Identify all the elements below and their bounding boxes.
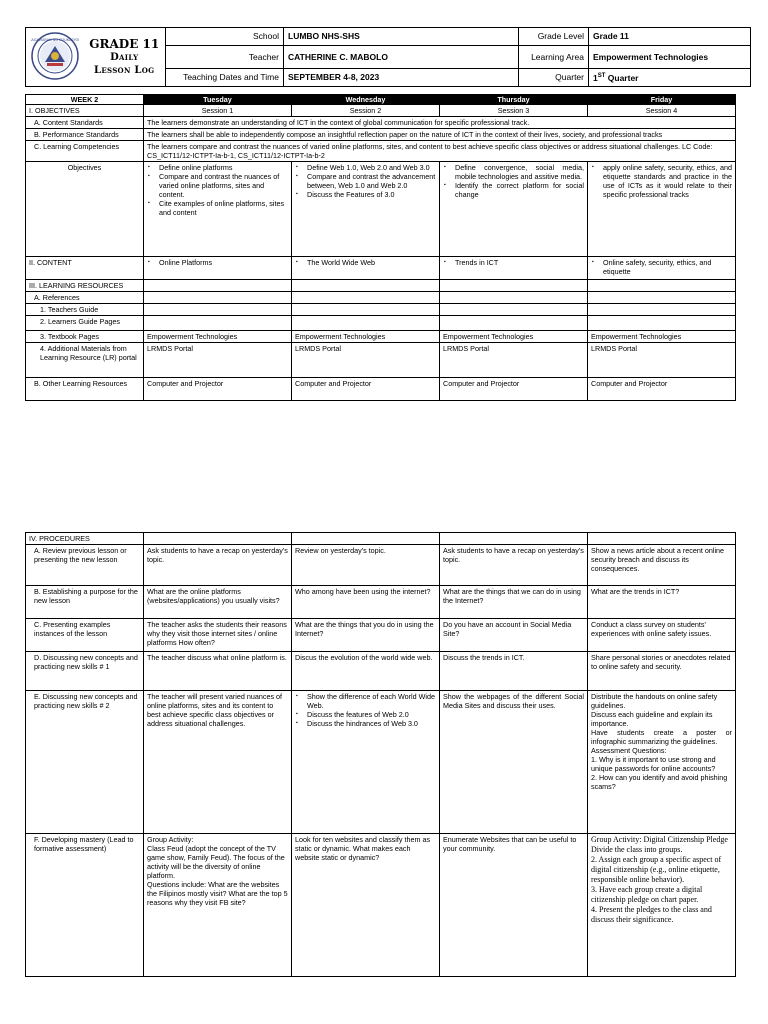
quarter-number: 1: [593, 72, 598, 83]
grade-level-value: Grade 11: [589, 28, 751, 46]
objectives-section-label: I. OBJECTIVES: [26, 105, 144, 117]
list-item: ▪ Define Web 1.0, Web 2.0 and Web 3.0: [295, 163, 436, 172]
other-session-3: Computer and Projector: [440, 378, 588, 401]
procedure-a-session-2: Review on yesterday's topic.: [292, 545, 440, 586]
list-item: 4. Present the pledges to the class and discuss their significance.: [591, 905, 712, 924]
procedure-c-label: C. Presenting examples instances of the lesson: [26, 619, 144, 652]
objectives-detail-row: [26, 162, 736, 257]
list-item: ▪ Online Platforms: [147, 258, 288, 267]
procedure-c-session-4: Conduct a class survey on students' experiences with online safety issues.: [588, 619, 736, 652]
content-standards-label: A. Content Standards: [26, 117, 144, 129]
procedure-row-a: [26, 545, 736, 586]
content-session-3: [440, 257, 588, 280]
dates-label: Teaching Dates and Time: [166, 69, 284, 87]
references-label: A. References: [26, 292, 144, 304]
list-item: ▪ Define online platforms: [147, 163, 288, 172]
session-3: Session 3: [440, 105, 588, 117]
textbook-session-1: Empowerment Technologies: [144, 331, 292, 343]
list-item: ▪ The World Wide Web: [295, 258, 436, 267]
performance-standards-label: B. Performance Standards: [26, 129, 144, 141]
quarter-label: Quarter: [519, 69, 589, 87]
teachers-guide-row: [26, 304, 736, 316]
procedure-f-session-2: Look for ten websites and classify them as static or dynamic. What makes each website static or dynamic?: [292, 834, 440, 977]
list-item: ▪ Define convergence, social media, mobile technologies and assitive media.: [443, 163, 584, 181]
list-item: Questions include: What are the websites the Filipinos mostly visit? What are the top 5 reasons why they visit FB site?: [147, 880, 288, 907]
list-item: Divide the class into groups.: [591, 845, 683, 854]
procedure-d-session-4: Share personal stories or anecdotes related to online safety and security.: [588, 652, 736, 691]
resources-row: [26, 280, 736, 292]
additional-session-2: LRMDS Portal: [292, 343, 440, 378]
list-item: Group Activity: Digital Citizenship Pledge: [591, 835, 728, 844]
procedure-c-session-2: What are the things that you do in using the Internet?: [292, 619, 440, 652]
content-session-2: [292, 257, 440, 280]
procedure-f-session-3: Enumerate Websites that can be useful to your community.: [440, 834, 588, 977]
additional-materials-label: 4. Additional Materials from Learning Resource (LR) portal: [26, 343, 144, 378]
procedure-row-f: [26, 834, 736, 977]
list-item: Distribute the handouts on online safety guidelines.: [591, 692, 718, 710]
objectives-session-3: [440, 162, 588, 257]
other-resources-row: [26, 378, 736, 401]
grade-level-label: Grade Level: [519, 28, 589, 46]
list-item: ▪ Discuss the hindrances of Web 3.0: [295, 719, 436, 728]
list-item: ▪ apply online safety, security, ethics, and etiquette standards and practice in the use of ICTs as it would relate to their specific professional tracks: [591, 163, 732, 199]
list-item: 2. Assign each group a specific aspect of digital citizenship (e.g., online etiquette, responsible online behavior).: [591, 855, 722, 884]
procedure-c-session-3: Do you have an account in Social Media Site?: [440, 619, 588, 652]
procedure-a-session-3: Ask students to have a recap on yesterday's topic.: [440, 545, 588, 586]
session-1: Session 1: [144, 105, 292, 117]
competencies-label: C. Learning Competencies: [26, 141, 144, 162]
procedure-d-session-1: The teacher discuss what online platform is.: [144, 652, 292, 691]
title-daily: Daily: [110, 52, 139, 63]
objectives-label: Objectives: [26, 162, 144, 257]
competencies-row: [26, 141, 736, 162]
procedure-f-session-4: [588, 834, 736, 977]
references-row: [26, 292, 736, 304]
list-item: ▪ Discuss the Features of 3.0: [295, 190, 436, 199]
objectives-session-1: [144, 162, 292, 257]
procedure-row-b: [26, 586, 736, 619]
logo-cell: [26, 28, 84, 87]
procedures-label: IV. PROCEDURES: [26, 533, 144, 545]
teachers-guide-label: 1. Teachers Guide: [26, 304, 144, 316]
procedure-d-label: D. Discussing new concepts and practicing new skills # 1: [26, 652, 144, 691]
procedure-row-e: [26, 691, 736, 834]
school-label: School: [166, 28, 284, 46]
day-tuesday: Tuesday: [144, 95, 292, 105]
resources-label: III. LEARNING RESOURCES: [26, 280, 144, 292]
list-item: ▪ Cite examples of online platforms, sites and content: [147, 199, 288, 217]
procedure-b-label: B. Establishing a purpose for the new lesson: [26, 586, 144, 619]
procedure-row-d: [26, 652, 736, 691]
quarter-value: [589, 69, 751, 87]
list-item: 1. Why is it important to use strong and unique passwords for online accounts?: [591, 755, 716, 773]
list-item: Assessment Questions:: [591, 746, 667, 755]
svg-text:KAGAWARAN NG EDUKASYON: KAGAWARAN NG EDUKASYON: [30, 37, 79, 42]
teacher-value: CATHERINE C. MABOLO: [284, 46, 519, 69]
session-4: Session 4: [588, 105, 736, 117]
content-standards-row: [26, 117, 736, 129]
quarter-word: Quarter: [607, 72, 639, 83]
procedure-d-session-2: Discus the evolution of the world wide web.: [292, 652, 440, 691]
list-item: ▪ Trends in ICT: [443, 258, 584, 267]
learners-guide-row: [26, 316, 736, 331]
additional-materials-row: [26, 343, 736, 378]
learning-area-value: Empowerment Technologies: [589, 46, 751, 69]
procedure-b-session-1: What are the online platforms (websites/applications) you usually visits?: [144, 586, 292, 619]
procedure-b-session-4: What are the trends in ICT?: [588, 586, 736, 619]
list-item: ▪ Online safety, security, ethics, and etiquette: [591, 258, 732, 276]
list-item: ▪ Compare and contrast the advancement between, Web 1.0 and Web 2.0: [295, 172, 436, 190]
content-row: [26, 257, 736, 280]
learners-guide-label: 2. Learners Guide Pages: [26, 316, 144, 331]
competencies-text: The learners compare and contrast the nuances of varied online platforms, sites, and content to best achieve specific class objectives or address situational challenges. LC Code: CS_ICT11/12-ICTPT-Ia-b-1, CS_ICT11/12-ICTPT-Ia-b-2: [144, 141, 736, 162]
procedure-e-session-1: The teacher will present varied nuances of online platforms, sites and its content to best achieve specific class objectives or address situational challenges.: [144, 691, 292, 834]
objectives-session-2: [292, 162, 440, 257]
procedure-row-c: [26, 619, 736, 652]
list-item: 2. How can you identify and avoid phishing scams?: [591, 773, 728, 791]
procedure-a-session-4: Show a news article about a recent online security breach and discuss its consequences.: [588, 545, 736, 586]
additional-session-4: LRMDS Portal: [588, 343, 736, 378]
title-grade: GRADE 11: [89, 37, 160, 51]
performance-standards-row: [26, 129, 736, 141]
title-cell: [84, 28, 166, 87]
procedure-e-session-4: [588, 691, 736, 834]
procedure-e-label: E. Discussing new concepts and practicing new skills # 2: [26, 691, 144, 834]
week-row: [26, 95, 736, 105]
list-item: 3. Have each group create a digital citizenship pledge on chart paper.: [591, 885, 703, 904]
list-item: Class Feud (adopt the concept of the TV game show, Family Feud). The focus of the activity will be the diversity of online platform.: [147, 844, 285, 880]
header-table: [25, 27, 751, 87]
textbook-session-2: Empowerment Technologies: [292, 331, 440, 343]
content-standards-text: The learners demonstrate an understanding of ICT in the context of global communication for specific professional track.: [144, 117, 736, 129]
textbook-label: 3. Textbook Pages: [26, 331, 144, 343]
day-friday: Friday: [588, 95, 736, 105]
deped-seal-icon: [31, 32, 79, 80]
other-session-4: Computer and Projector: [588, 378, 736, 401]
other-session-2: Computer and Projector: [292, 378, 440, 401]
objectives-row: [26, 105, 736, 117]
day-thursday: Thursday: [440, 95, 588, 105]
quarter-suffix-sup: ST: [597, 72, 606, 79]
procedures-row: [26, 533, 736, 545]
learning-area-label: Learning Area: [519, 46, 589, 69]
list-item: Discuss each guideline and explain its importance.: [591, 710, 713, 728]
procedure-e-session-2: [292, 691, 440, 834]
procedure-f-label: F. Developing mastery (Lead to formative assessment): [26, 834, 144, 977]
list-item: ▪ Identify the correct platform for social change: [443, 181, 584, 199]
objectives-session-4: [588, 162, 736, 257]
procedure-d-session-3: Discuss the trends in ICT.: [440, 652, 588, 691]
content-session-1: [144, 257, 292, 280]
procedure-a-session-1: Ask students to have a recap on yesterday's topic.: [144, 545, 292, 586]
procedure-a-label: A. Review previous lesson or presenting the new lesson: [26, 545, 144, 586]
list-item: ▪ Show the difference of each World Wide Web.: [295, 692, 436, 710]
procedure-e-session-3: Show the webpages of the different Social Media Sites and discuss their uses.: [440, 691, 588, 834]
list-item: Group Activity:: [147, 835, 194, 844]
textbook-session-4: Empowerment Technologies: [588, 331, 736, 343]
textbook-session-3: Empowerment Technologies: [440, 331, 588, 343]
list-item: ▪ Compare and contrast the nuances of varied online platforms, sites and content.: [147, 172, 288, 199]
teacher-label: Teacher: [166, 46, 284, 69]
objectives-table: [25, 94, 736, 401]
school-value: LUMBO NHS-SHS: [284, 28, 519, 46]
performance-standards-text: The learners shall be able to independently compose an insightful reflection paper on the nature of ICT in the context of their lives, society, and professional tracks: [144, 129, 736, 141]
procedures-table: [25, 532, 736, 977]
procedure-b-session-2: Who among have been using the internet?: [292, 586, 440, 619]
day-wednesday: Wednesday: [292, 95, 440, 105]
textbook-row: [26, 331, 736, 343]
list-item: ▪ Discuss the features of Web 2.0: [295, 710, 436, 719]
content-label: II. CONTENT: [26, 257, 144, 280]
procedure-f-session-1: [144, 834, 292, 977]
content-session-4: [588, 257, 736, 280]
procedure-b-session-3: What are the things that we can do in using the Internet?: [440, 586, 588, 619]
procedure-c-session-1: The teacher asks the students their reasons why they visit those internet sites / online platforms How often?: [144, 619, 292, 652]
additional-session-1: LRMDS Portal: [144, 343, 292, 378]
list-item: Have students create a poster or infographic summarizing the guidelines.: [591, 728, 732, 746]
other-session-1: Computer and Projector: [144, 378, 292, 401]
dates-value: SEPTEMBER 4-8, 2023: [284, 69, 519, 87]
additional-session-3: LRMDS Portal: [440, 343, 588, 378]
week-label: WEEK 2: [26, 95, 144, 105]
title-lesson-log: Lesson Log: [94, 64, 155, 76]
session-2: Session 2: [292, 105, 440, 117]
other-resources-label: B. Other Learning Resources: [26, 378, 144, 401]
